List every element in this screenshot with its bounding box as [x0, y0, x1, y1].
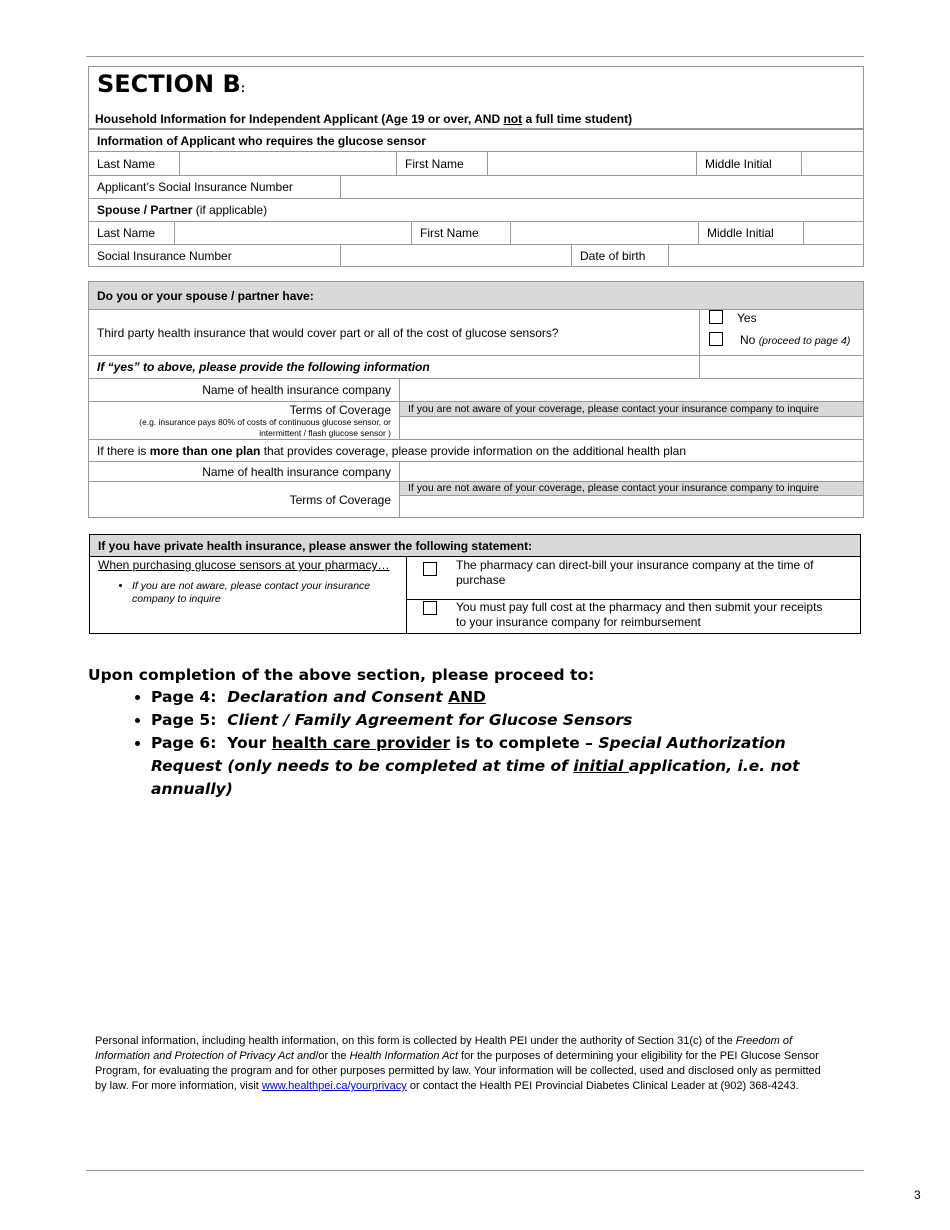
applicant-sin-field[interactable]: [340, 176, 863, 198]
more-than-one-plan: If there is more than one plan that provides coverage, please provide information on the additional health plan: [97, 443, 686, 458]
spouse-last-name-field[interactable]: [174, 222, 411, 244]
private-left-cell: [90, 557, 406, 633]
if-yes-blank: [699, 356, 863, 378]
proceed-heading: Upon completion of the above section, please proceed to:: [88, 666, 595, 684]
spouse-first-name-field[interactable]: [510, 222, 698, 244]
coverage-question: Third party health insurance that would cover part or all of the cost of glucose sensors?: [97, 325, 559, 340]
proceed-page-6: • Page 6: Your health care provider is to complete – Special Authorization Request (only needs to be completed at time of initial application, i.e. not annually): [151, 732, 848, 801]
pay-full-cost-label: You must pay full cost at the pharmacy and then submit your receipts to your insurance company for reimbursement: [456, 600, 823, 629]
section-title: SECTION B: [97, 70, 241, 98]
proceed-section: [88, 664, 848, 801]
household-subtitle: Household Information for Independent Applicant (Age 19 or over, AND not a full time student): [95, 112, 633, 126]
applicant-last-name-field[interactable]: [179, 152, 396, 175]
applicant-heading: Information of Applicant who requires the glucose sensor: [97, 133, 426, 148]
yes-checkbox[interactable]: [709, 310, 723, 324]
no-label: No (proceed to page 4): [740, 333, 851, 347]
terms-label-2: Terms of Coverage: [289, 492, 391, 507]
private-options: [406, 557, 860, 633]
spouse-middle-initial-label: Middle Initial: [698, 222, 803, 244]
top-rule: [86, 56, 864, 57]
terms-example: (e.g. insurance pays 80% of costs of continuous glucose sensor, or intermittent / flash glucose sensor ): [139, 417, 391, 438]
terms-field-2[interactable]: [400, 496, 863, 517]
coverage-hint-2: If you are not aware of your coverage, please contact your insurance company to inquire: [400, 482, 863, 496]
private-bullet-list: [98, 580, 398, 606]
page-number: 3: [914, 1188, 921, 1202]
coverage-hint: If you are not aware of your coverage, please contact your insurance company to inquire: [400, 402, 863, 417]
coverage-table: [88, 281, 864, 518]
proceed-list: [88, 686, 848, 801]
private-bullet: • If you are not aware, please contact your insurance company to inquire: [132, 580, 398, 606]
terms-cell: [89, 402, 399, 439]
company-field-2[interactable]: [399, 462, 863, 481]
applicant-sin-label: Applicant’s Social Insurance Number: [97, 180, 293, 194]
applicant-first-name-field[interactable]: [487, 152, 696, 175]
spouse-sin-field[interactable]: [340, 245, 571, 266]
bottom-rule: [86, 1170, 864, 1171]
terms-label: Terms of Coverage: [289, 403, 391, 417]
proceed-page-5: • Page 5: Client / Family Agreement for Glucose Sensors: [151, 709, 848, 732]
direct-bill-checkbox[interactable]: [423, 562, 437, 576]
spouse-middle-initial-field[interactable]: [803, 222, 863, 244]
terms-field-wrap: [399, 402, 863, 439]
yes-label: Yes: [737, 311, 757, 325]
no-checkbox[interactable]: [709, 332, 723, 346]
private-heading: If you have private health insurance, please answer the following statement:: [98, 538, 533, 553]
applicant-last-name-label: Last Name: [97, 156, 156, 171]
section-title-colon: :: [240, 80, 246, 95]
when-purchasing: When purchasing glucose sensors at your pharmacy…: [98, 558, 390, 572]
proceed-page-4: • Page 4: Declaration and Consent AND: [151, 686, 848, 709]
company-label-2: Name of health insurance company: [202, 464, 391, 479]
company-field[interactable]: [399, 379, 863, 401]
option2-row: [407, 600, 860, 633]
spouse-dob-label: Date of birth: [571, 245, 668, 266]
coverage-heading: Do you or your spouse / partner have:: [97, 288, 314, 303]
applicant-middle-initial-field[interactable]: [801, 152, 863, 175]
privacy-link[interactable]: www.healthpei.ca/yourprivacy: [261, 1080, 407, 1092]
if-yes-instruction: If “yes” to above, please provide the following information: [97, 360, 430, 374]
private-insurance-table: [89, 534, 861, 634]
spouse-dob-field[interactable]: [668, 245, 863, 266]
section-header: [89, 67, 863, 129]
option1-row: [407, 557, 860, 600]
applicant-middle-initial-label: Middle Initial: [696, 152, 801, 175]
direct-bill-label: The pharmacy can direct-bill your insurance company at the time of purchase: [456, 558, 814, 587]
terms-field-wrap-2: [399, 482, 863, 517]
terms-field[interactable]: [400, 417, 863, 439]
applicant-first-name-label: First Name: [396, 152, 487, 175]
pay-full-cost-checkbox[interactable]: [423, 601, 437, 615]
spouse-sin-label: Social Insurance Number: [97, 248, 232, 263]
spouse-heading: Spouse / Partner (if applicable): [97, 203, 268, 217]
company-label: Name of health insurance company: [202, 383, 391, 397]
section-b-applicant-table: [88, 66, 864, 267]
privacy-statement: Personal information, including health information, on this form is collected by Health PEI under the authority of Section 31(c) of the Freedom of Information and Protection of Privacy Act and/or the Health Information Act for the purposes of determining your eligibility for the PEI Glucose Sensor Program, for evaluating the program and for other purposes permitted by law. Your information will be collected, used and disclosed only as permitted by law. For more information, visit www.healthpei.ca/yourprivacy or contact the Health PEI Provincial Diabetes Clinical Leader at (902) 368-4243.: [95, 1035, 821, 1092]
spouse-first-name-label: First Name: [411, 222, 510, 244]
spouse-last-name-label: Last Name: [97, 226, 156, 240]
coverage-answer: [699, 310, 863, 355]
